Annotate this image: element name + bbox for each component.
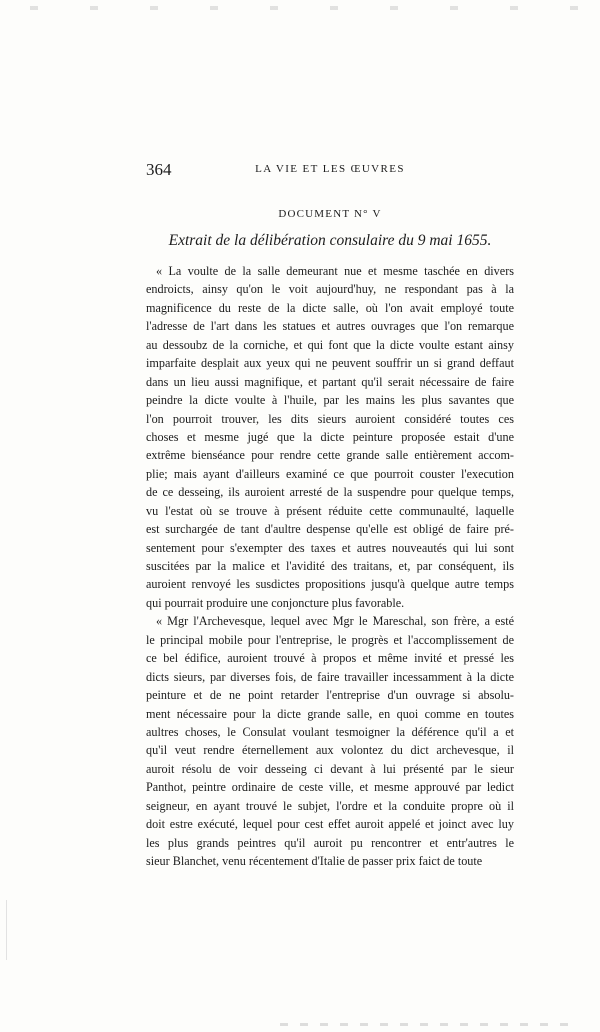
text-line: seigneur, en ayant trouvé le subjet, l'ordre et la conduite propre où il: [146, 798, 514, 813]
text-line: de ce desseing, ils auroient arresté de la suspendre pour quelque temps,: [146, 485, 514, 500]
text-line: Panthot, peintre ordinaire de ceste ville, et mesme approuvé par ledict: [146, 780, 514, 795]
text-line: dans un lieu aussi magnifique, et partant qu'il serait nécessaire de faire: [146, 374, 514, 389]
running-head: [146, 160, 514, 182]
text-line: le principal mobile pour l'entreprise, le progrès et l'accomplissement de: [146, 632, 514, 647]
scan-edge-mark-left: [6, 900, 7, 960]
text-line: qu'il veut rendre éternellement aux volontez du dict archevesque, il: [146, 743, 514, 758]
text-line: imparfaite desplait aux yeux qui ne peuvent souffrir un si grand deffaut: [146, 356, 514, 371]
text-line: auroient renvoyé les susdictes propositions jusqu'à quelque autre temps: [146, 577, 514, 592]
text-line: qui pourrait produire une conjoncture plus favorable.: [146, 595, 405, 610]
document-heading: DOCUMENT N° V: [278, 208, 382, 220]
scan-edge-marks-bottom: [280, 1023, 580, 1026]
text-line: « La voulte de la salle demeurant nue et mesme taschée en divers: [156, 264, 514, 278]
text-line: endroicts, ainsy qu'on le voit aujourd'huy, ne respondant pas à la: [146, 282, 514, 297]
text-line: magnificence du reste de la dicte salle, où l'on avait employé toute: [146, 300, 514, 315]
text-line: peindre la dicte voulte à l'huile, par les mains les plus savantes que: [146, 393, 514, 408]
text-line: sieur Blanchet, venu récentement d'Italie de passer prix faict de toute: [146, 854, 483, 868]
text-line: ment nécessaire pour la dicte grande salle, en quoi comme en toutes: [146, 706, 514, 721]
text-line: « Mgr l'Archevesque, lequel avec Mgr le Mareschal, son frère, a esté: [156, 614, 514, 629]
paragraph-1: [146, 262, 514, 612]
text-line: dicts sieurs, par diverses fois, de faire travailler incessamment à la dicte: [146, 669, 514, 684]
text-line: suscitées par la malice et l'avidité des traitans, et, par conséquent, ils: [146, 559, 514, 573]
text-line: vu l'estat où se trouve à présent réduite cette communaulté, laquelle: [146, 503, 514, 518]
text-line: au dessoubz de la corniche, et qui font que la dicte voulte estant ainsy: [146, 337, 514, 352]
text-line: les plus grands peintres qu'il auroit pu rencontrer et entr'autres le: [146, 835, 514, 850]
text-line: aultres choses, le Consulat voulant tesmoigner la déférence qu'il a et: [146, 724, 514, 739]
document-body: [146, 262, 514, 870]
document-title: Extrait de la délibération consulaire du 9 mai 1655.: [168, 232, 492, 249]
text-line: plie; mais ayant d'ailleurs examiné ce que pourroit couster l'execution: [146, 466, 514, 481]
page-number: 364: [146, 160, 172, 179]
text-line: l'on pourroit trouver, les dits sieurs auroient considéré toutes ces: [146, 411, 514, 426]
text-line: doit estre exécuté, lequel pour cest effet auroit appelé et joinct avec luy: [146, 817, 514, 832]
text-line: sentement pour s'exempter des taxes et autres nouveautés qui lui sont: [146, 540, 514, 555]
text-line: ce bel édifice, auroient trouvé à propos et même invité et pressé les: [146, 651, 514, 666]
text-line: extrême bienséance pour rendre cette grande salle entièrement accom-: [146, 448, 514, 463]
text-line: peinture et de ne point retarder l'entreprise d'un ouvrage si absolu-: [146, 688, 514, 703]
text-line: est surchargée de tant d'aultre despense qu'elle est obligé de faire pré-: [146, 522, 514, 537]
text-line: auroit résolu de voir desseing ci devant à lui présenté par le sieur: [146, 761, 514, 776]
scan-edge-marks-top: [0, 6, 600, 10]
text-line: l'adresse de l'art dans les statues et autres ouvrages que l'on remarque: [146, 319, 514, 334]
text-line: choses et mesme jugé que la dicte peinture proposée estait d'une: [146, 429, 514, 444]
running-title: LA VIE ET LES ŒUVRES: [255, 163, 405, 175]
paragraph-2: [146, 612, 514, 870]
